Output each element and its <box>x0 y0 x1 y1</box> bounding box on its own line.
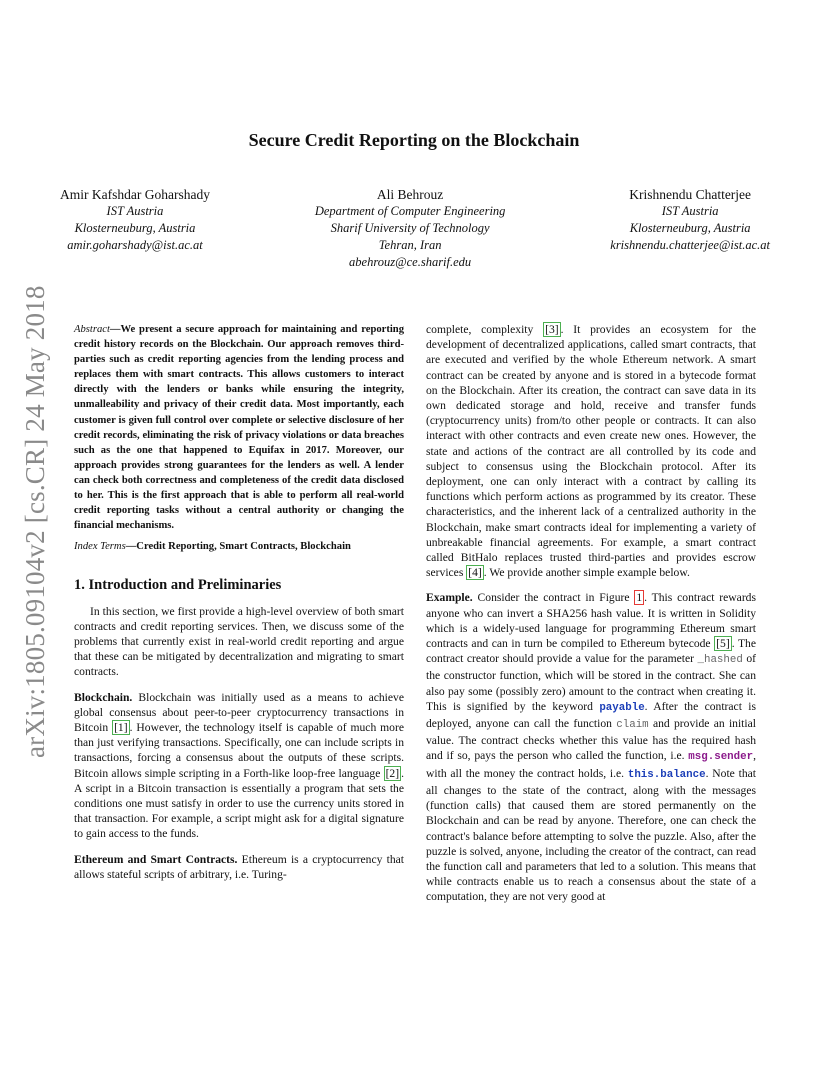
index-terms-text: —Credit Reporting, Smart Contracts, Blockchain <box>125 541 351 553</box>
left-column <box>74 322 404 882</box>
author-email: abehrouz@ce.sharif.edu <box>349 255 472 269</box>
paragraph-heading: Example. <box>426 591 473 605</box>
abstract-text: —We present a secure approach for maintaining and reporting credit history records on the Blockchain. Our approach removes third-parties such as credit reporting agencies from the lending process and replaces them with smart contracts. This allows customers to interact directly with the lenders or banks while ensuring the integrity, unmalleability and privacy of their credit data. Most importantly, each customer is given full control over complete or selective disclosure of her credit records, eliminating the risk of privacy violations or data breaches such as the one that happened to Equifax in 2017. Moreover, our approach provides strong guarantees for the lenders as well. A lender can check both correctness and completeness of the credit data disclosed to her. This is the first approach that is able to perform all real-world credit reporting tasks without a central authority or changing the financial mechanisms. <box>74 324 404 532</box>
code-keyword: payable <box>599 701 645 714</box>
author-affiliation: Sharif University of Technology <box>330 221 490 235</box>
paragraph-heading: Blockchain. <box>74 690 133 704</box>
author-2 <box>315 186 506 271</box>
paragraph-text: . This contract rewards anyone who can invert a SHA256 hash value. It is written in Solidity which is a widely-used language for programming Ethereum smart contracts and can in turn be compiled to Ethereum bytecode <box>426 591 756 651</box>
ethereum-paragraph <box>74 852 404 882</box>
author-location: Klosterneuburg, Austria <box>74 221 196 235</box>
paragraph-text: , with all the money the contract holds, i.e. <box>426 749 756 780</box>
paragraph-text: . After the contract is deployed, anyone can call the function <box>426 699 756 731</box>
author-affiliation: IST Austria <box>106 204 164 218</box>
citation-link[interactable]: [1] <box>114 720 128 734</box>
index-terms-label: Index Terms <box>74 541 126 553</box>
arxiv-identifier: arXiv:1805.09104v2 [cs.CR] 24 May 2018 <box>20 285 50 758</box>
author-email: amir.goharshady@ist.ac.at <box>67 238 203 252</box>
paragraph-text: Ethereum is a cryptocurrency that allows stateful scripts of arbitrary, i.e. Turing- <box>74 852 404 881</box>
figure-link[interactable]: 1 <box>636 591 643 605</box>
author-block <box>60 186 770 271</box>
example-paragraph <box>426 590 756 904</box>
citation-link[interactable]: [4] <box>468 566 482 580</box>
author-name: Amir Kafshdar Goharshady <box>60 187 210 202</box>
paragraph-text: . It provides an ecosystem for the development of decentralized applications, called smart contracts, that are executed and verified by the whole Ethereum network. A smart contract can be created by anyone and is stored in a bytecode format on the Blockchain. After its creation, the contract can save data in its own dedicated storage and hold, receive and transfer funds (cryptocurrency units) from/to other people or contracts. It can also interact with other contracts and even create new ones. However, the state and actions of the contract are all controlled by its code and subject to consensus using the Blockchain protocol. After its deployment, one can only interact with a contract by calling its functions which perform actions as programmed by its creator. These characteristics, and the inherent lack of a centralized authority in the Blockchain, make smart contracts ideal for implementing a variety of unbreakable financial agreements. For example, a smart contract called BitHalo replaces trusted third-parties and provides escrow services <box>426 323 756 580</box>
paragraph-text: . We provide another simple example below. <box>483 566 690 580</box>
author-location: Klosterneuburg, Austria <box>629 221 751 235</box>
paragraph-text: . Note that all changes to the state of the contract, along with the messages (function calls) that caused them are stored permanently on the Blockchain and can be read by anyone. Therefore, one can check the contract's balance before attempting to solve the puzzle. Also, after the puzzle is solved, anyone, including the creator of the contract, can read the function call and parameters that led to a solution. This means that while contracts enable us to reach a consensus about the state of a computation, they are not very good at <box>426 766 756 904</box>
smart-contract-paragraph <box>426 322 756 580</box>
paper-title: Secure Credit Reporting on the Blockchain <box>248 130 580 150</box>
paragraph-text: . A script in a Bitcoin transaction is essentially a program that sets the conditions one must satisfy in order to use the currency units stored in that transaction. For example, a script might ask for a digital signature to gain access to the funds. <box>74 766 404 841</box>
intro-paragraph: In this section, we first provide a high-level overview of both smart contracts and credit reporting services. Then, we discuss some of the problems that currently exist in real-world credit reporting and argue that these can be mitigated by decentralization and migrating to smart contracts. <box>74 604 404 679</box>
author-name: Ali Behrouz <box>376 187 444 202</box>
author-name: Krishnendu Chatterjee <box>629 187 752 202</box>
paragraph-text: . However, the technology itself is capable of much more than just verifying transactions. Specifically, one can include scripts in transactions, forcing a consensus about the outputs of these scripts. Bitcoin allows simple scripting in a Forth-like loop-free language <box>74 720 404 780</box>
section-heading: 1. Introduction and Preliminaries <box>74 577 282 594</box>
abstract <box>74 322 404 533</box>
code-keyword: this.balance <box>627 768 706 781</box>
paragraph-heading: Ethereum and Smart Contracts. <box>74 852 238 866</box>
abstract-label: Abstract <box>74 324 110 335</box>
citation-link[interactable]: [3] <box>545 323 559 336</box>
right-column <box>426 322 756 905</box>
index-terms <box>74 539 404 554</box>
author-location: Tehran, Iran <box>378 238 442 252</box>
paragraph-text: . The contract creator should provide a value for the parameter <box>426 637 756 666</box>
author-1 <box>60 186 210 271</box>
author-3 <box>610 186 770 271</box>
author-department: Department of Computer Engineering <box>314 204 506 218</box>
author-email: krishnendu.chatterjee@ist.ac.at <box>610 238 770 252</box>
citation-link[interactable]: [5] <box>716 637 730 651</box>
paragraph-text: Consider the contract in Figure <box>472 591 635 605</box>
paragraph-text: Blockchain was initially used as a means to achieve global consensus about peer-to-peer cryptocurrency transactions in Bitcoin <box>74 690 404 734</box>
blockchain-paragraph <box>74 690 404 842</box>
code-identifier: _hashed <box>697 654 743 667</box>
paragraph-text: complete, complexity <box>426 323 544 336</box>
paragraph-text: and provide an initial value. The contract checks whether this value has the required hash and if so, pays the person who called the function, i.e. <box>426 717 756 763</box>
code-identifier: claim <box>616 719 649 732</box>
author-affiliation: IST Austria <box>661 204 719 218</box>
code-keyword: msg.sender <box>688 751 754 764</box>
citation-link[interactable]: [2] <box>385 766 400 780</box>
paragraph-text: of the constructor function, which will be stored in the contract. She can also pay some (possibly zero) amount to the contract when creating it. This is signified by the keyword <box>426 652 756 713</box>
